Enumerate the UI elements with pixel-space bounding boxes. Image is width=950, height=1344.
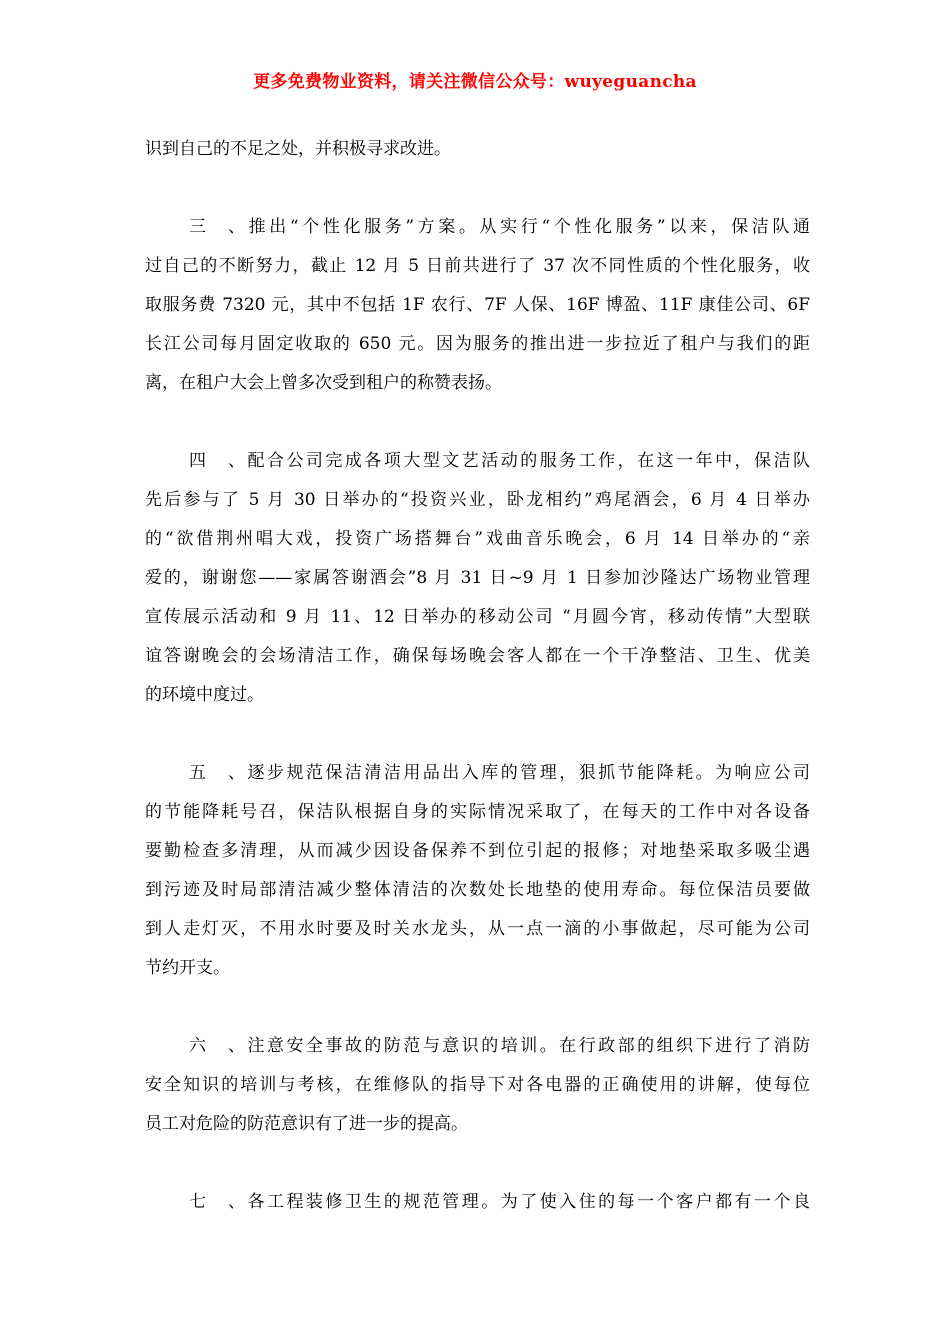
section-4-line-6: 的环境中度过。 [145,685,264,705]
section-5 [145,754,810,988]
section-4-first-line [145,442,810,481]
section-5-line-5: 节约开支。 [145,958,230,978]
section-6-number: 六、 [189,1036,245,1056]
section-3-first-line [145,208,810,247]
intro-line: 识到自己的不足之处，并积极寻求改进。 [145,139,451,159]
section-6-line-2: 员工对危险的防范意识有了进一步的提高。 [145,1114,468,1134]
section-6-first-line [145,1027,810,1066]
section-5-line-3: 到污迹及时局部清洁减少整体清洁的次数处长地垫的使用寿命。每位保洁员要做 [145,880,810,900]
section-5-number: 五、 [189,763,245,783]
section-6-line-0: 注意安全事故的防范与意识的培训。在行政部的组织下进行了消防 [245,1036,810,1056]
section-5-line-2: 要勤检查多清理，从而减少因设备保养不到位引起的报修；对地垫采取多吸尘遇 [145,841,810,861]
section-5-line-1: 的节能降耗号召，保洁队根据自身的实际情况采取了，在每天的工作中对各设备 [145,802,810,822]
section-5-line-4: 到人走灯灭，不用水时要及时关水龙头，从一点一滴的小事做起，尽可能为公司 [145,919,810,939]
section-3-line-4: 离，在租户大会上曾多次受到租户的称赞表扬。 [145,373,502,393]
section-4-line-4: 宣传展示活动和 9 月 11、12 日举办的移动公司 “月圆今宵，移动传情”大型联 [145,607,810,627]
paragraph-gap [145,169,810,208]
section-7 [145,1183,810,1222]
section-7-number: 七、 [189,1192,245,1212]
section-4-line-0: 配合公司完成各项大型文艺活动的服务工作，在这一年中，保洁队 [245,451,810,471]
section-4-line-3: 爱的，谢谢您——家属答谢酒会”8 月 31 日~9 月 1 日参加沙隆达广场物业管理 [145,568,810,588]
section-3-line-0: 推出“个性化服务”方案。从实行“个性化服务”以来，保洁队通 [245,217,810,237]
section-3 [145,208,810,403]
section-4-number: 四、 [189,451,245,471]
promo-header: 更多免费物业资料，请关注微信公众号：wuyeguancha [253,72,697,92]
section-7-first-line [145,1183,810,1222]
paragraph-gap [145,988,810,1027]
section-4 [145,442,810,715]
section-3-line-3: 长江公司每月固定收取的 650 元。因为服务的推出进一步拉近了租户与我们的距 [145,334,810,354]
section-3-line-2: 取服务费 7320 元，其中不包括 1F 农行、7F 人保、16F 博盈、11F 康佳公司、6F [145,295,810,315]
section-5-first-line [145,754,810,793]
section-3-line-1: 过自己的不断努力，截止 12 月 5 日前共进行了 37 次不同性质的个性化服务，收 [145,256,810,276]
document-body [145,130,810,1222]
paragraph-gap [145,1144,810,1183]
section-6-line-1: 安全知识的培训与考核，在维修队的指导下对各电器的正确使用的讲解，使每位 [145,1075,810,1095]
paragraph-gap [145,715,810,754]
section-6 [145,1027,810,1144]
section-4-line-1: 先后参与了 5 月 30 日举办的“投资兴业，卧龙相约”鸡尾酒会，6 月 4 日举办 [145,490,810,510]
section-4-line-2: 的“欲借荆州唱大戏，投资广场搭舞台”戏曲音乐晚会，6 月 14 日举办的“亲 [145,529,810,549]
section-4-line-5: 谊答谢晚会的会场清洁工作，确保每场晚会客人都在一个干净整洁、卫生、优美 [145,646,810,666]
section-5-line-0: 逐步规范保洁清洁用品出入库的管理，狠抓节能降耗。为响应公司 [245,763,810,783]
paragraph-gap [145,403,810,442]
section-7-line-0: 各工程装修卫生的规范管理。为了使入住的每一个客户都有一个良 [245,1192,810,1212]
section-3-number: 三、 [189,217,245,237]
